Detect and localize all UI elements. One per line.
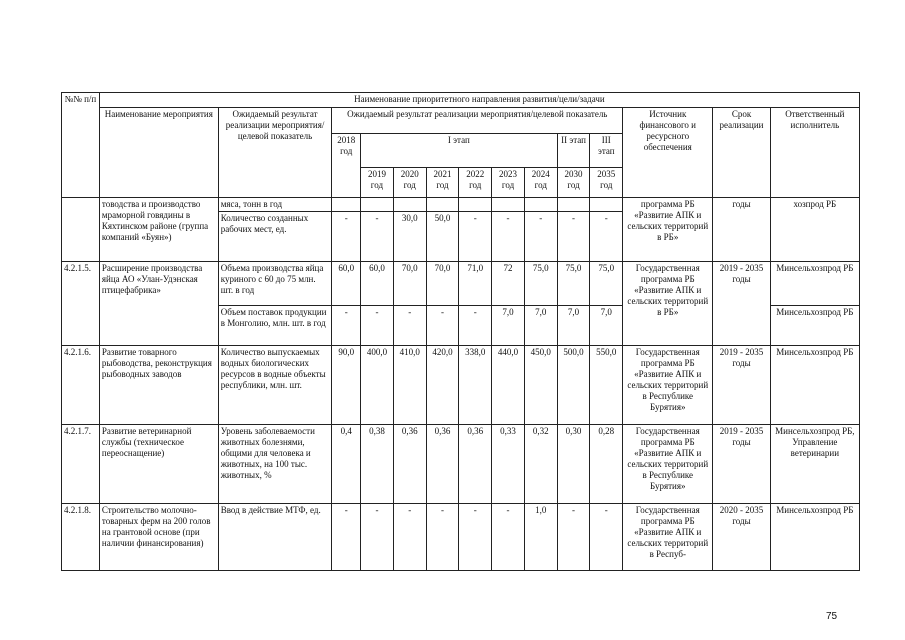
value-cell: - bbox=[492, 212, 525, 262]
value-cell bbox=[332, 198, 361, 212]
value-cell: - bbox=[557, 504, 590, 571]
row-number: 4.2.1.5. bbox=[62, 262, 100, 346]
value-cell: - bbox=[332, 504, 361, 571]
indicator-name: Количество выпускаемых водных биологических ресурсов в водные объекты республики, млн. шт. bbox=[218, 346, 332, 425]
value-cell: 0,38 bbox=[361, 425, 394, 504]
value-cell: 420,0 bbox=[426, 346, 459, 425]
indicator-name: Объем поставок продукции в Монголию, млн. шт. в год bbox=[218, 306, 332, 346]
value-cell: 0,36 bbox=[426, 425, 459, 504]
row-number: 4.2.1.8. bbox=[62, 504, 100, 571]
value-cell: 0,30 bbox=[557, 425, 590, 504]
value-cell bbox=[590, 198, 623, 212]
value-cell: 7,0 bbox=[590, 306, 623, 346]
indicator-name: Уровень заболеваемости животных болезнями, общими для человека и животных, на 100 тыс. животных, % bbox=[218, 425, 332, 504]
value-cell: - bbox=[426, 306, 459, 346]
responsible: Минсельхозпрод РБ, Управление ветеринарии bbox=[770, 425, 859, 504]
header-year: 2030 год bbox=[557, 168, 590, 198]
header-result: Ожидаемый результат реализации мероприятия/целевой показатель bbox=[218, 108, 332, 198]
activity-name: Развитие товарного рыбоводства, реконструкция рыбоводных заводов bbox=[99, 346, 218, 425]
header-responsible: Ответственный исполнитель bbox=[770, 108, 859, 198]
value-cell: - bbox=[459, 212, 492, 262]
value-cell: 7,0 bbox=[557, 306, 590, 346]
value-cell: 450,0 bbox=[524, 346, 557, 425]
header-stage-2: II этап bbox=[557, 134, 590, 168]
value-cell: - bbox=[393, 504, 426, 571]
table-row bbox=[62, 346, 860, 425]
value-cell: 400,0 bbox=[361, 346, 394, 425]
activity-name: Строительство молочно-товарных ферм на 200 голов на грантовой основе (при наличии финансирования) bbox=[99, 504, 218, 571]
header-expected: Ожидаемый результат реализации мероприятия/целевой показатель bbox=[332, 108, 623, 134]
responsible: Минсельхозпрод РБ bbox=[770, 262, 859, 306]
value-cell: 7,0 bbox=[524, 306, 557, 346]
funding-source: программа РБ «Развитие АПК и сельских территорий в РБ» bbox=[623, 198, 713, 262]
term: 2020 - 2035 годы bbox=[713, 504, 770, 571]
term: 2019 - 2035 годы bbox=[713, 425, 770, 504]
value-cell: 0,36 bbox=[393, 425, 426, 504]
value-cell: 500,0 bbox=[557, 346, 590, 425]
value-cell: 0,36 bbox=[459, 425, 492, 504]
value-cell: - bbox=[492, 504, 525, 571]
value-cell: - bbox=[393, 306, 426, 346]
funding-source: Государственная программа РБ «Развитие АПК и сельских территорий в Республике Бурятия» bbox=[623, 346, 713, 425]
value-cell: 1,0 bbox=[524, 504, 557, 571]
header-activity: Наименование мероприятия bbox=[99, 108, 218, 198]
value-cell: - bbox=[332, 306, 361, 346]
indicator-name: Количество созданных рабочих мест, ед. bbox=[218, 212, 332, 262]
header-year: 2020 год bbox=[393, 168, 426, 198]
value-cell bbox=[426, 198, 459, 212]
header-year: 2024 год bbox=[524, 168, 557, 198]
value-cell: 70,0 bbox=[426, 262, 459, 306]
header-year: 2035 год bbox=[590, 168, 623, 198]
responsible: хозпрод РБ bbox=[770, 198, 859, 262]
value-cell: - bbox=[459, 306, 492, 346]
table-row bbox=[62, 425, 860, 504]
value-cell: 550,0 bbox=[590, 346, 623, 425]
header-year: 2022 год bbox=[459, 168, 492, 198]
term: 2019 - 2035 годы bbox=[713, 262, 770, 346]
header-stage-1: I этап bbox=[361, 134, 558, 168]
value-cell bbox=[393, 198, 426, 212]
responsible: Минсельхозпрод РБ bbox=[770, 504, 859, 571]
value-cell: 410,0 bbox=[393, 346, 426, 425]
term: годы bbox=[713, 198, 770, 262]
value-cell: - bbox=[426, 504, 459, 571]
value-cell: 338,0 bbox=[459, 346, 492, 425]
value-cell bbox=[557, 198, 590, 212]
table-row bbox=[62, 262, 860, 306]
funding-source: Государственная программа РБ «Развитие АПК и сельских территорий в РБ» bbox=[623, 262, 713, 346]
value-cell: - bbox=[361, 306, 394, 346]
value-cell: 50,0 bbox=[426, 212, 459, 262]
header-year: 2021 год bbox=[426, 168, 459, 198]
value-cell: 0,33 bbox=[492, 425, 525, 504]
indicator-name: Объема производства яйца куриного с 60 до 75 млн. шт. в год bbox=[218, 262, 332, 306]
table-row bbox=[62, 198, 860, 212]
funding-source: Государственная программа РБ «Развитие АПК и сельских территорий в Республике Бурятия» bbox=[623, 425, 713, 504]
value-cell: - bbox=[459, 504, 492, 571]
value-cell: 0,32 bbox=[524, 425, 557, 504]
table-row bbox=[62, 504, 860, 571]
value-cell bbox=[361, 198, 394, 212]
value-cell: 72 bbox=[492, 262, 525, 306]
value-cell: 30,0 bbox=[393, 212, 426, 262]
header-stage-3: III этап bbox=[590, 134, 623, 168]
value-cell: - bbox=[557, 212, 590, 262]
value-cell: 60,0 bbox=[332, 262, 361, 306]
indicator-name: Ввод в действие МТФ, ед. bbox=[218, 504, 332, 571]
header-source: Источник финансового и ресурсного обеспечения bbox=[623, 108, 713, 198]
program-table bbox=[61, 92, 860, 571]
value-cell: - bbox=[361, 212, 394, 262]
header-year-2018: 2018 год bbox=[332, 134, 361, 198]
activity-name: товодства и производство мраморной говядины в Кяхтинском районе (группа компаний «Буян») bbox=[99, 198, 218, 262]
funding-source: Государственная программа РБ «Развитие АПК и сельских территорий в Респуб- bbox=[623, 504, 713, 571]
value-cell: 70,0 bbox=[393, 262, 426, 306]
header-main-title: Наименование приоритетного направления развития/цели/задачи bbox=[99, 93, 859, 108]
value-cell: - bbox=[361, 504, 394, 571]
value-cell: - bbox=[524, 212, 557, 262]
indicator-name: мяса, тонн в год bbox=[218, 198, 332, 212]
term: 2019 - 2035 годы bbox=[713, 346, 770, 425]
responsible: Минсельхозпрод РБ bbox=[770, 346, 859, 425]
value-cell bbox=[459, 198, 492, 212]
value-cell: 60,0 bbox=[361, 262, 394, 306]
activity-name: Расширение производства яйца АО «Улан-Удэнская птицефабрика» bbox=[99, 262, 218, 346]
value-cell bbox=[524, 198, 557, 212]
value-cell: 75,0 bbox=[557, 262, 590, 306]
value-cell: - bbox=[590, 504, 623, 571]
value-cell: 7,0 bbox=[492, 306, 525, 346]
value-cell: 0,4 bbox=[332, 425, 361, 504]
value-cell: 75,0 bbox=[524, 262, 557, 306]
header-num: №№ п/п bbox=[62, 93, 100, 198]
value-cell: 90,0 bbox=[332, 346, 361, 425]
header-term: Срок реализации bbox=[713, 108, 770, 198]
value-cell: 71,0 bbox=[459, 262, 492, 306]
value-cell: 75,0 bbox=[590, 262, 623, 306]
value-cell: 0,28 bbox=[590, 425, 623, 504]
value-cell: - bbox=[590, 212, 623, 262]
header-year: 2019 год bbox=[361, 168, 394, 198]
header-year: 2023 год bbox=[492, 168, 525, 198]
page-number: 75 bbox=[826, 611, 838, 622]
value-cell: 440,0 bbox=[492, 346, 525, 425]
row-number bbox=[62, 198, 100, 262]
row-number: 4.2.1.7. bbox=[62, 425, 100, 504]
responsible: Минсельхозпрод РБ bbox=[770, 306, 859, 346]
value-cell bbox=[492, 198, 525, 212]
activity-name: Развитие ветеринарной службы (техническое переоснащение) bbox=[99, 425, 218, 504]
value-cell: - bbox=[332, 212, 361, 262]
row-number: 4.2.1.6. bbox=[62, 346, 100, 425]
